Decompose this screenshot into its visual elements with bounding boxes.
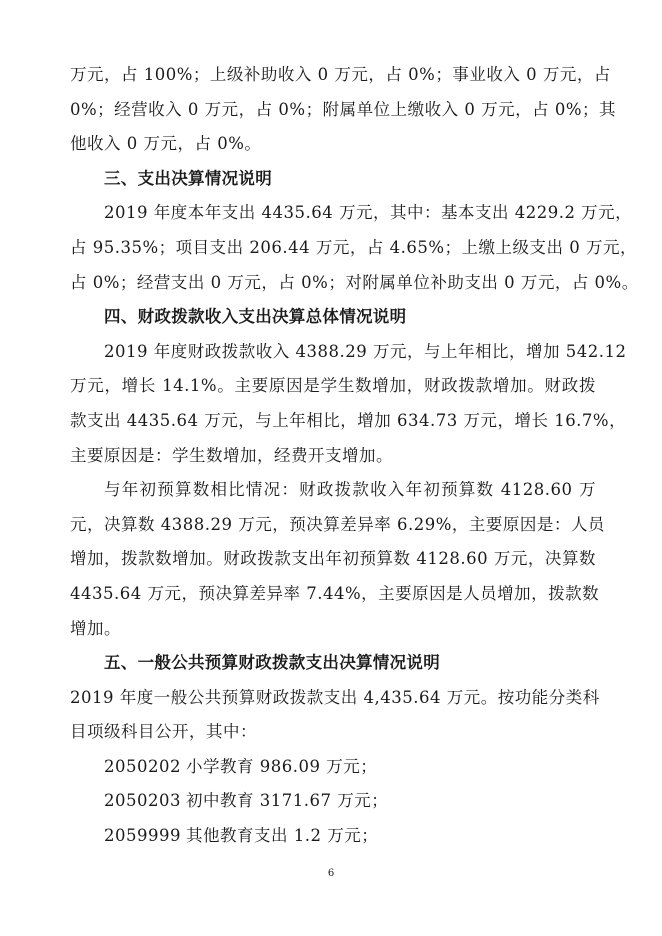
text-line: 0%；经营收入 0 万元，占 0%；附属单位上缴收入 0 万元，占 0%；其 bbox=[70, 99, 616, 119]
document-page bbox=[70, 58, 639, 854]
page-number: 6 bbox=[327, 868, 335, 879]
list-item bbox=[70, 819, 596, 854]
text-line: 目项级科目公开，其中： bbox=[70, 722, 257, 742]
text-line: 万元，占 100%；上级补助收入 0 万元，占 0%；事业收入 0 万元，占 bbox=[70, 65, 611, 84]
item-code: 2050202 bbox=[104, 756, 181, 776]
list-item bbox=[70, 750, 596, 785]
item-text: 小学教育 986.09 万元； bbox=[186, 756, 378, 776]
text-line: 增加，拨款数增加。财政拨款支出年初预算数 4128.60 万元，决算数 bbox=[70, 549, 596, 569]
text-line: 2019 年度本年支出 4435.64 万元，其中：基本支出 4229.2 万元， bbox=[104, 203, 633, 223]
text-line: 占 95.35%；项目支出 206.44 万元，占 4.65%；上缴上级支出 0 万元， bbox=[70, 237, 638, 257]
text-line: 款支出 4435.64 万元，与上年相比，增加 634.73 万元，增长 16.7%， bbox=[70, 410, 627, 430]
text-line: 4435.64 万元，预决算差异率 7.44%，主要原因是人员增加，拨款数 bbox=[70, 583, 600, 603]
item-code: 2059999 bbox=[104, 826, 181, 846]
text-line: 他收入 0 万元，占 0%。 bbox=[70, 134, 262, 154]
text-line: 2019 年度财政拨款收入 4388.29 万元，与上年相比，增加 542.12 bbox=[104, 341, 627, 361]
section-heading-3: 三、支出决算情况说明 bbox=[104, 168, 272, 188]
text-line: 主要原因是：学生数增加，经费开支增加。 bbox=[70, 445, 393, 465]
text-line: 元，决算数 4388.29 万元，预决算差异率 6.29%，主要原因是：人员 bbox=[70, 514, 605, 534]
text-line: 2019 年度一般公共预算财政拨款支出 4,435.64 万元。按功能分类科 bbox=[70, 687, 600, 707]
text-line: 万元，增长 14.1%。主要原因是学生数增加，财政拨款增加。财政拨 bbox=[70, 376, 596, 396]
section-heading-4: 四、财政拨款收入支出决算总体情况说明 bbox=[104, 307, 407, 327]
section-heading-5: 五、一般公共预算财政拨款支出决算情况说明 bbox=[104, 653, 440, 673]
list-item bbox=[70, 784, 596, 819]
item-text: 其他教育支出 1.2 万元； bbox=[186, 826, 379, 846]
text-line: 占 0%；经营支出 0 万元，占 0%；对附属单位补助支出 0 万元，占 0%。 bbox=[70, 272, 639, 292]
item-text: 初中教育 3171.67 万元； bbox=[186, 791, 389, 811]
item-code: 2050203 bbox=[104, 791, 181, 811]
text-line: 增加。 bbox=[70, 618, 121, 638]
text-line: 与年初预算数相比情况：财政拨款收入年初预算数 4128.60 万 bbox=[104, 480, 596, 500]
